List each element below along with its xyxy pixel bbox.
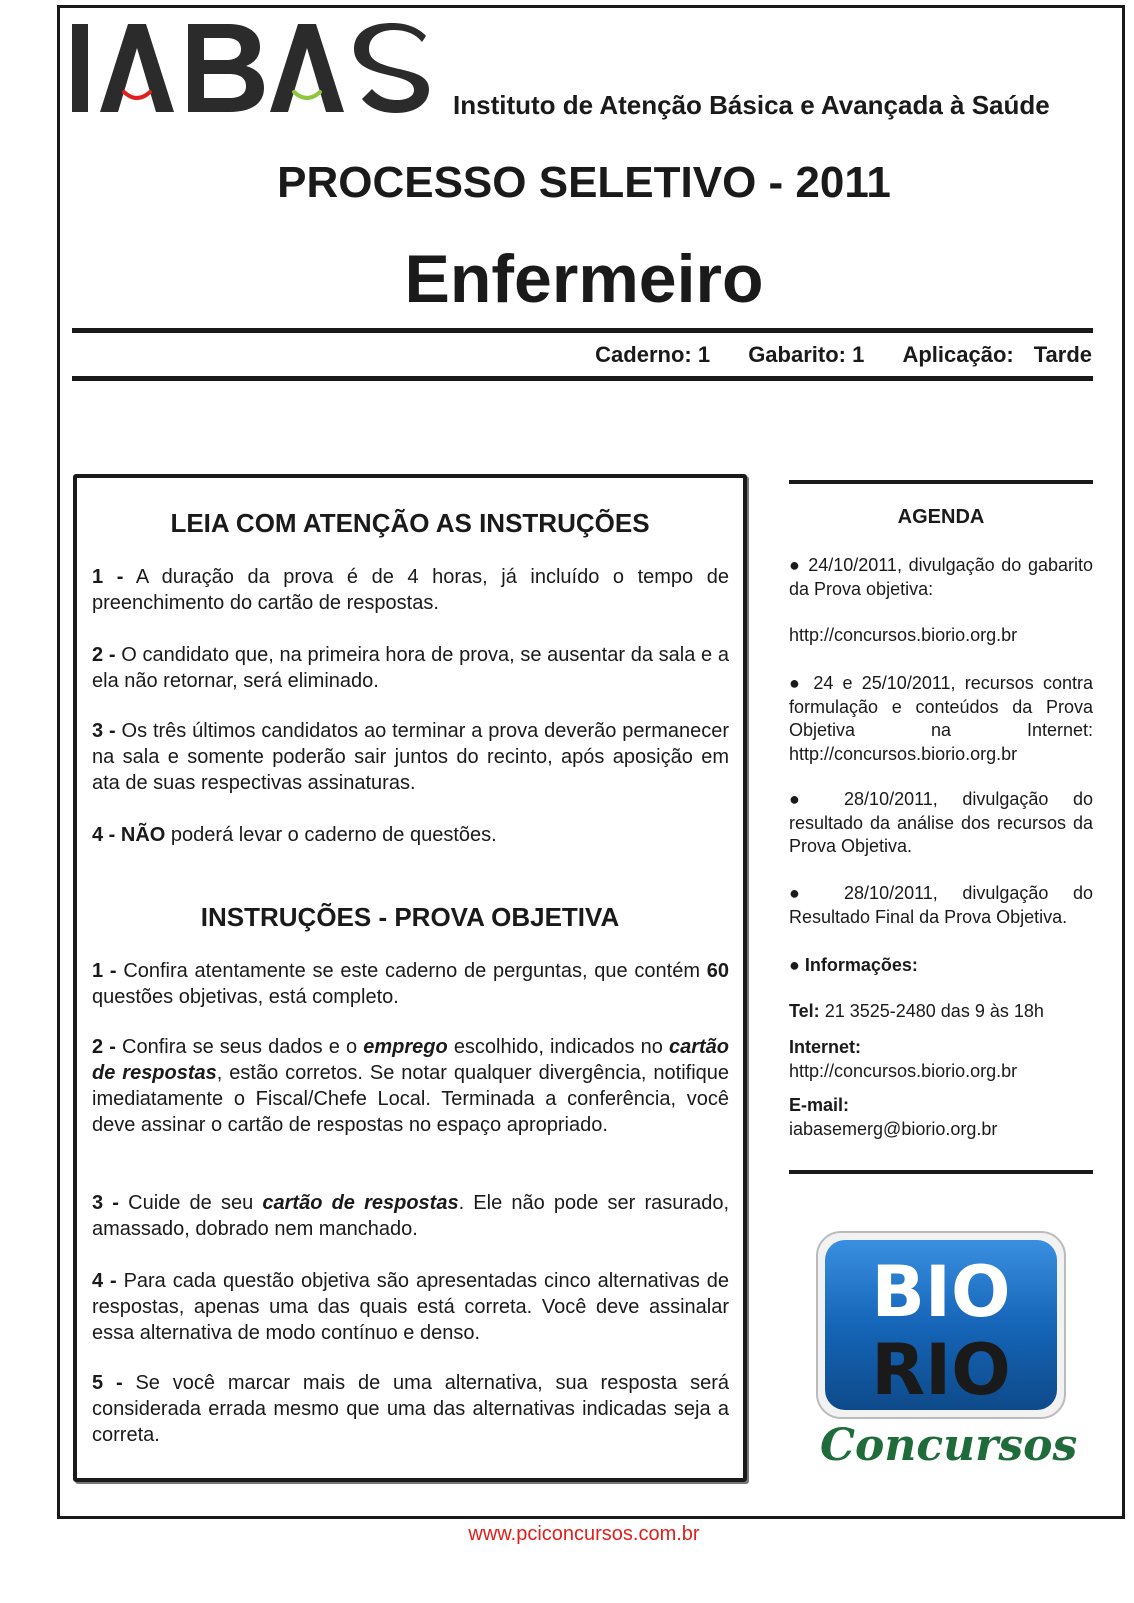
svg-text:BIO: BIO	[871, 1251, 1011, 1333]
agenda-entry: ● 24/10/2011, divulgação do gabarito da Prova objetiva:	[789, 555, 1094, 599]
job-title: Enfermeiro	[404, 241, 764, 317]
agenda-email: E-mail: iabasemerg@biorio.org.br	[789, 1095, 998, 1139]
agenda-entry: ● 24 e 25/10/2011, recursos contra formulação e conteúdos da Prova Objetiva na Internet: http://concursos.biorio.org.br	[789, 673, 1093, 764]
objective-item: 1 - Confira atentamente se este caderno de perguntas, que contém 60 questões objetivas, está completo.	[92, 960, 729, 1008]
instructions-box	[73, 474, 747, 1482]
objective-item: 2 - Confira se seus dados e o emprego escolhido, indicados no cartão de respostas, estão corretos. Se notar qualquer divergência, notifique imediatamente o Fiscal/Chefe Local. Terminada a conferência, você deve assinar o cartão de respostas no espaço apropriado.	[92, 1036, 730, 1136]
agenda-entry: ● 28/10/2011, divulgação do resultado da análise dos recursos da Prova Objetiva.	[789, 789, 1094, 856]
divider-bottom	[72, 376, 1093, 381]
instruction-item: 4 - NÃO poderá levar o caderno de questões.	[92, 824, 497, 846]
instructions-title: LEIA COM ATENÇÃO AS INSTRUÇÕES	[170, 508, 650, 538]
caderno-label: Caderno: 1	[595, 342, 711, 367]
instruction-item: 1 - A duração da prova é de 4 horas, já incluído o tempo de preenchimento do cartão de respostas.	[92, 566, 729, 614]
aplicacao-value: Tarde	[1033, 342, 1092, 367]
biorio-logo	[815, 1230, 1067, 1420]
iabas-logo	[72, 20, 442, 116]
objective-item: 5 - Se você marcar mais de uma alternativa, sua resposta será considerada errada mesmo que uma das alternativas indicadas seja a correta.	[92, 1372, 729, 1446]
agenda-entry-url: http://concursos.biorio.org.br	[789, 625, 1018, 645]
agenda-title: AGENDA	[897, 506, 985, 528]
exam-meta	[563, 342, 1092, 368]
footer-url[interactable]: www.pciconcursos.com.br	[468, 1523, 700, 1545]
instruction-item: 2 - O candidato que, na primeira hora de prova, se ausentar da sala e a ela não retornar, será eliminado.	[92, 644, 729, 692]
objective-item: 4 - Para cada questão objetiva são apresentadas cinco alternativas de respostas, apenas uma das quais está correta. Você deve assinalar essa alternativa de modo contínuo e denso.	[92, 1270, 729, 1344]
agenda-bottom-rule	[789, 1170, 1093, 1174]
organization-name: Instituto de Atenção Básica e Avançada à Saúde	[453, 90, 1050, 120]
objective-title: INSTRUÇÕES - PROVA OBJETIVA	[200, 902, 620, 932]
agenda-info: ● Informações:	[789, 955, 918, 975]
gabarito-label: Gabarito: 1	[748, 342, 865, 367]
biorio-tagline: Concursos	[820, 1420, 1078, 1471]
objective-item: 3 - Cuide de seu cartão de respostas. Ele não pode ser rasurado, amassado, dobrado nem manchado.	[92, 1192, 729, 1240]
aplicacao-label: Aplicação:	[902, 342, 1014, 367]
process-title: PROCESSO SELETIVO - 2011	[277, 158, 891, 207]
svg-text:RIO: RIO	[871, 1329, 1011, 1411]
agenda-top-rule	[789, 480, 1093, 484]
divider-top	[72, 328, 1093, 333]
agenda-entry: ● 28/10/2011, divulgação do Resultado Final da Prova Objetiva.	[789, 883, 1094, 927]
agenda-internet: Internet: http://concursos.biorio.org.br	[789, 1037, 1018, 1081]
agenda-tel: Tel: 21 3525-2480 das 9 às 18h	[789, 1001, 1044, 1021]
instruction-item: 3 - Os três últimos candidatos ao terminar a prova deverão permanecer na sala e somente poderão sair juntos do recinto, após aposição em ata de suas respectivas assinaturas.	[92, 720, 730, 794]
